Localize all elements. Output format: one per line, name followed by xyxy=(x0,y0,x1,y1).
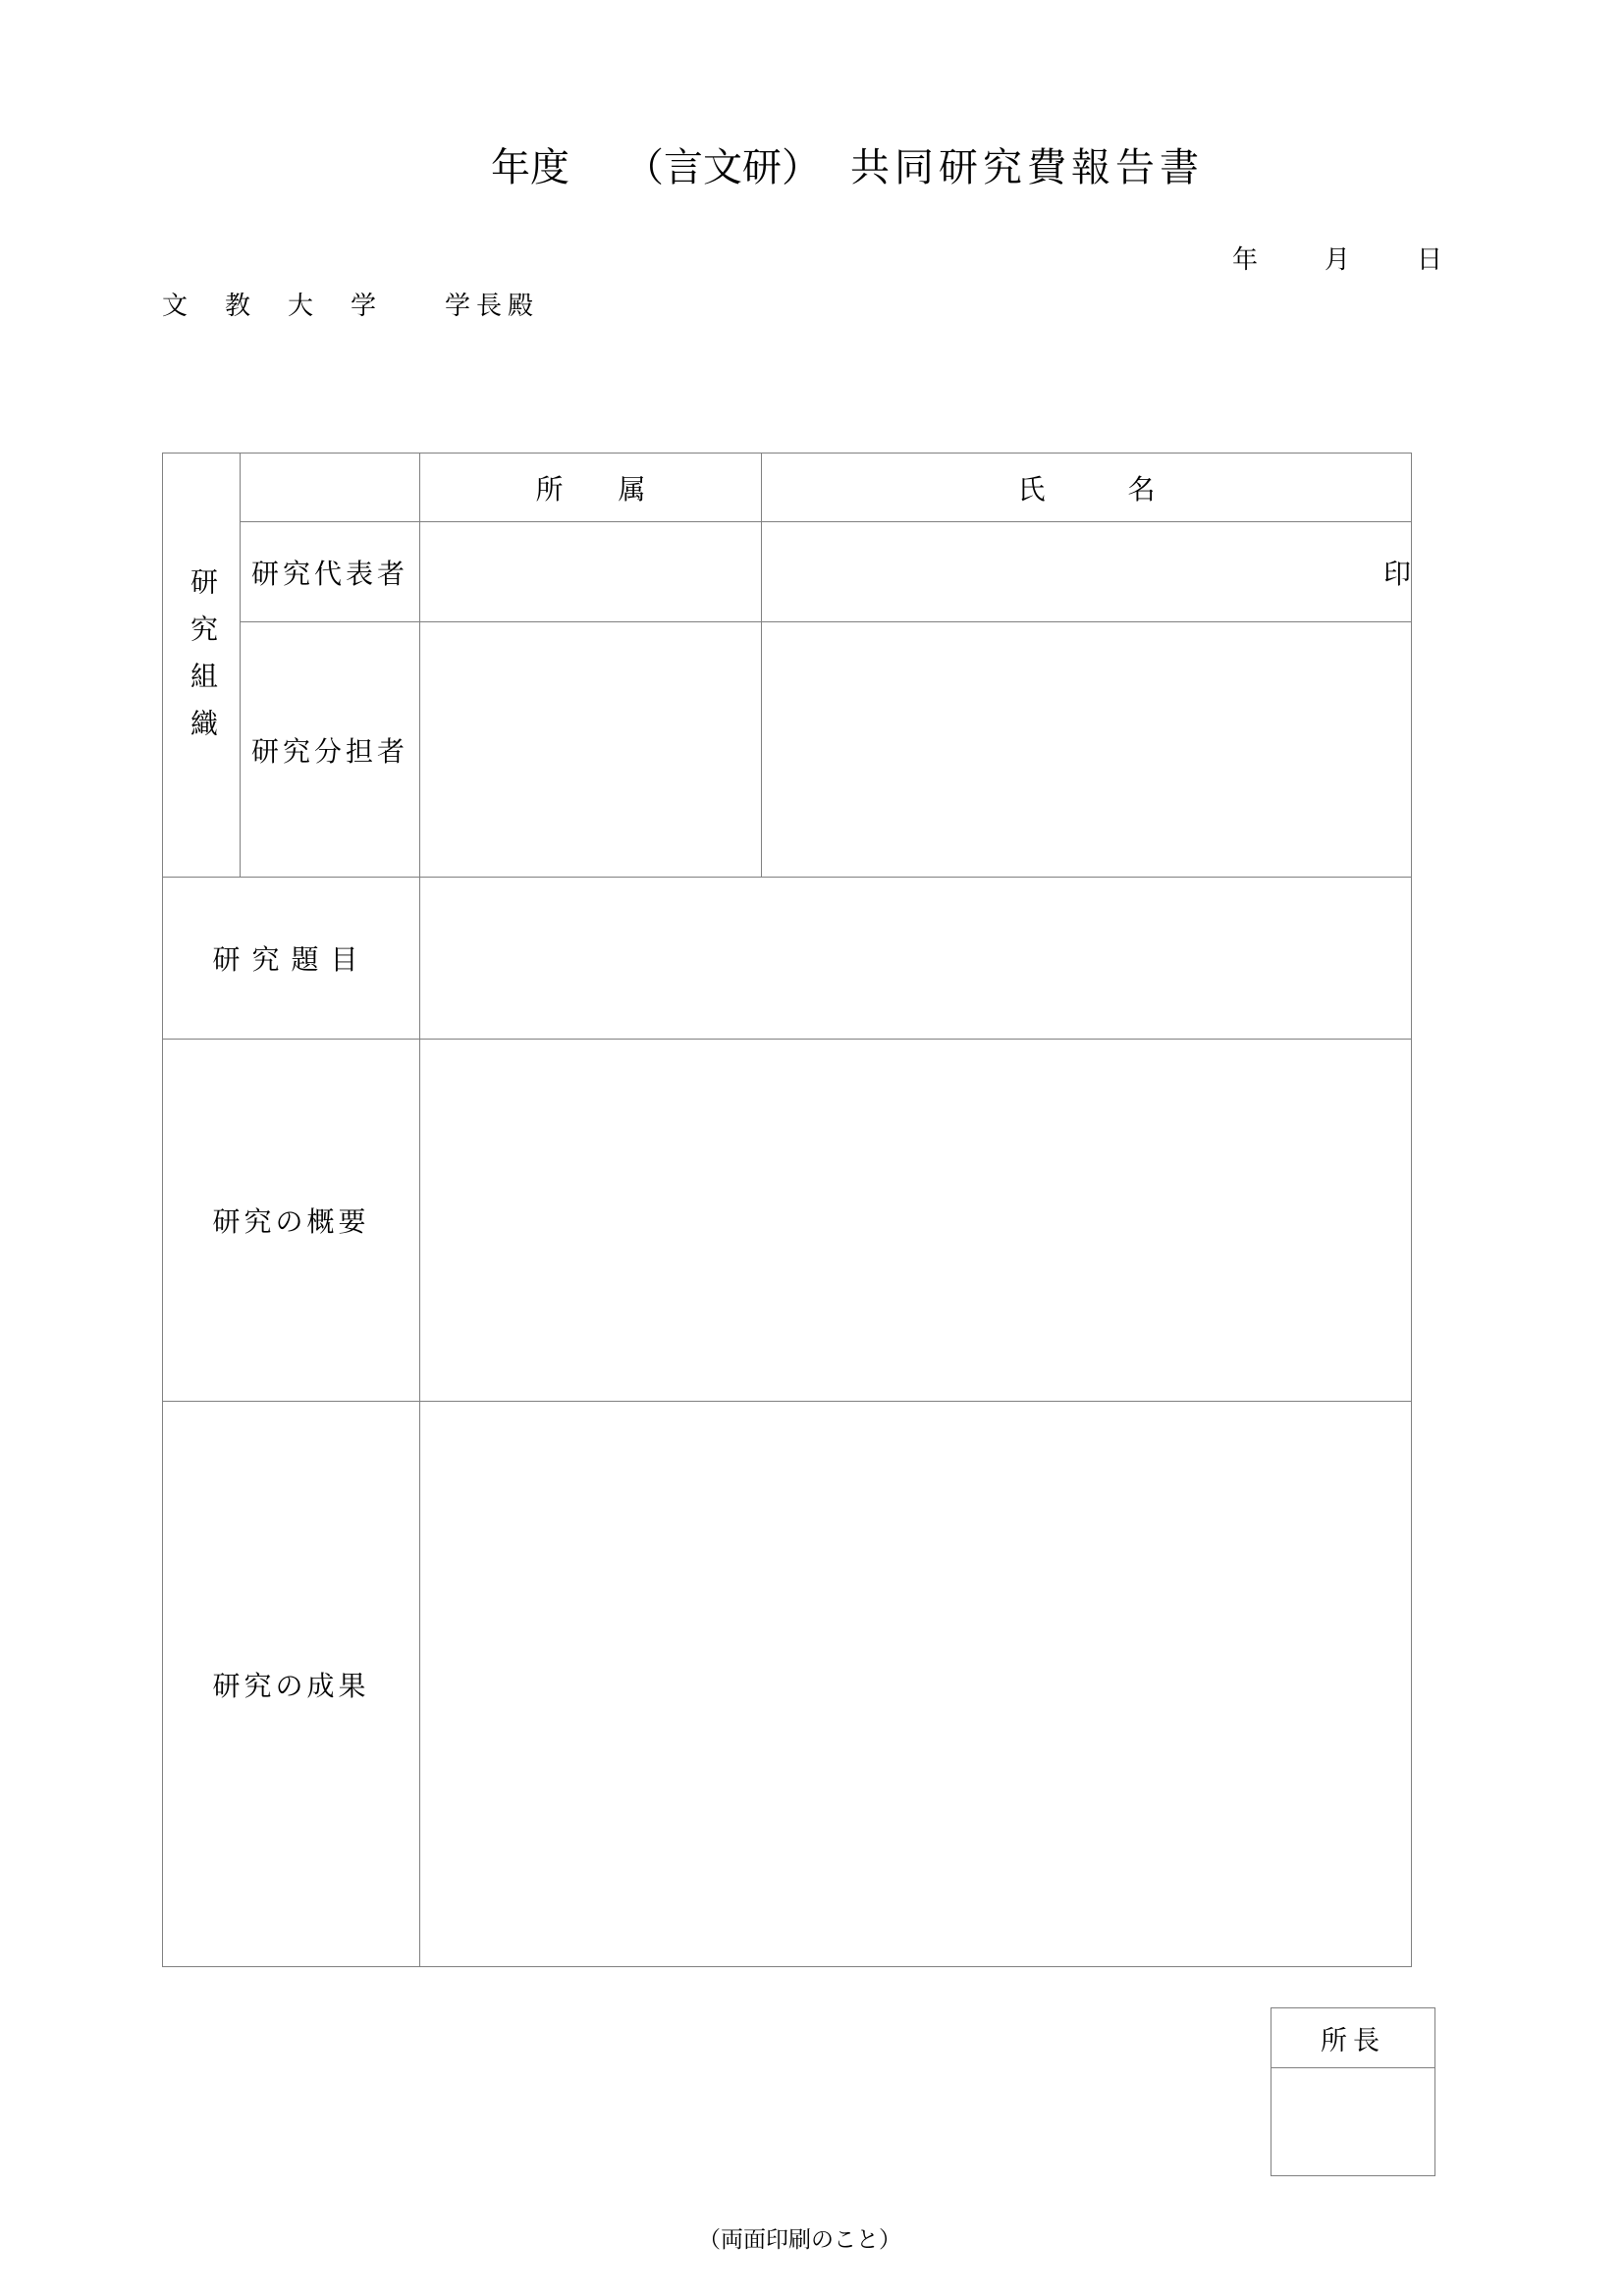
results-row xyxy=(163,1402,1412,1967)
topic-label-cell: 研究題目 xyxy=(163,878,420,1040)
org-section-cell xyxy=(163,454,241,878)
representative-seal-mark: 印 xyxy=(1382,559,1411,590)
member-affiliation-cell xyxy=(420,622,762,878)
table-header-row xyxy=(163,454,1412,522)
member-label-cell: 研究分担者 xyxy=(241,622,420,878)
director-seal-box xyxy=(1271,2007,1435,2176)
results-content-cell xyxy=(420,1402,1412,1967)
member-row xyxy=(163,622,1412,878)
summary-label-cell: 研究の概要 xyxy=(163,1040,420,1402)
org-section-vertical-label: 研究組織 xyxy=(187,566,217,756)
title-main: 共同研究費報告書 xyxy=(850,145,1204,189)
representative-name-cell xyxy=(762,522,1412,622)
summary-content-cell xyxy=(420,1040,1412,1402)
footer-note: （両面印刷のこと） xyxy=(698,2227,901,2252)
member-name-cell xyxy=(762,622,1412,878)
director-label: 所長 xyxy=(1271,2008,1434,2068)
representative-label-cell: 研究代表者 xyxy=(241,522,420,622)
header-affiliation-cell: 所 属 xyxy=(420,454,762,522)
topic-row xyxy=(163,878,1412,1040)
director-seal-area xyxy=(1271,2068,1434,2175)
summary-row xyxy=(163,1040,1412,1402)
header-spacer-cell xyxy=(241,454,420,522)
representative-affiliation-cell xyxy=(420,522,762,622)
page-title xyxy=(491,147,1204,188)
research-org-table xyxy=(162,453,1412,1967)
representative-row xyxy=(163,522,1412,622)
date-year-label: 年 xyxy=(1232,245,1259,274)
date-day-label: 日 xyxy=(1417,245,1443,274)
date-line xyxy=(1232,247,1442,273)
topic-content-cell xyxy=(420,878,1412,1040)
results-label-cell: 研究の成果 xyxy=(163,1402,420,1967)
date-month-label: 月 xyxy=(1325,245,1351,274)
title-era-prefix: 年度 xyxy=(491,145,569,189)
addressee-line: 文 教 大 学 学長殿 xyxy=(162,292,540,320)
title-org-abbrev: （言文研） xyxy=(624,145,821,189)
header-name-cell: 氏 名 xyxy=(762,454,1412,522)
